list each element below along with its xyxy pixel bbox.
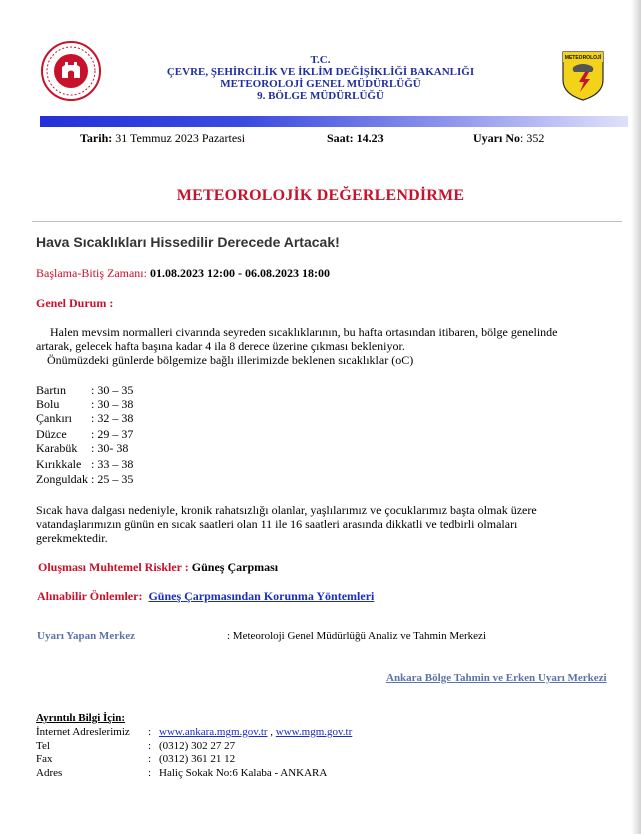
- advice-line2: vatandaşlarımızın günün en sıcak saatleri olan 11 ile 16 saatleri arasında dikkatli ve tedbirli olmaları: [36, 517, 518, 531]
- date-field: Tarih: 31 Temmuz 2023 Pazartesi: [80, 131, 246, 145]
- city-range: : 30- 38: [91, 441, 129, 455]
- general-para1-line2: artarak, gelecek hafta başına kadar 4 ila 8 derece üzerine çıkması bekleniyor.: [36, 339, 405, 353]
- city-name: Bartın: [36, 383, 66, 397]
- time-field: Saat: 14.23: [327, 131, 384, 145]
- city-range: : 33 – 38: [91, 457, 134, 471]
- contact-title: Ayrıntılı Bilgi İçin:: [36, 712, 126, 724]
- website-link-mgm[interactable]: www.mgm.gov.tr: [275, 726, 353, 738]
- city-range: : 30 – 35: [91, 383, 134, 397]
- city-name: Bolu: [36, 397, 60, 411]
- center-label: Uyarı Yapan Merkez: [37, 630, 135, 642]
- measures-link[interactable]: Güneş Çarpmasından Korunma Yöntemleri: [148, 589, 375, 603]
- header-ministry: ÇEVRE, ŞEHİRCİLİK VE İKLİM DEĞİŞİKLİĞİ BAKANLIĞI: [166, 66, 475, 78]
- period-line: Başlama-Bitiş Zamanı: 01.08.2023 12:00 - 06.08.2023 18:00: [36, 266, 330, 280]
- contact-label: Tel: [36, 740, 50, 752]
- city-range: : 29 – 37: [91, 427, 134, 441]
- header-banner: [40, 116, 628, 127]
- contact-sep: :: [148, 753, 152, 765]
- measures-line: Alınabilir Önlemler: Güneş Çarpmasından Korunma Yöntemleri: [37, 589, 375, 603]
- city-name: Kırıkkale: [36, 457, 82, 471]
- document-title: METEOROLOJİK DEĞERLENDİRME: [176, 187, 465, 204]
- meteorology-logo-text: METEOROLOJİ: [564, 55, 602, 61]
- general-label: Genel Durum :: [36, 296, 114, 310]
- meteorology-logo: [561, 50, 605, 102]
- general-para1-line1: Halen mevsim normalleri civarında seyreden sıcaklıklarının, bu hafta ortasından itibaren, bölge genelinde: [50, 325, 558, 339]
- header-tc: T.C.: [310, 54, 331, 66]
- contact-sep: :: [148, 726, 152, 738]
- city-name: Düzce: [36, 427, 67, 441]
- risks-line: Oluşması Muhtemel Riskler : Güneş Çarpması: [38, 560, 279, 574]
- page-edge-shadow: [631, 0, 641, 834]
- city-name: Karabük: [36, 441, 78, 455]
- city-range: : 25 – 35: [91, 472, 134, 486]
- contact-label: İnternet Adreslerimiz: [36, 726, 130, 738]
- contact-label: Adres: [36, 767, 63, 779]
- contact-fax: (0312) 361 21 12: [159, 753, 236, 765]
- website-link-ankara[interactable]: www.ankara.mgm.gov.tr: [159, 726, 268, 738]
- header-region: 9. BÖLGE MÜDÜRLÜĞÜ: [257, 90, 384, 102]
- contact-sep: :: [148, 767, 152, 779]
- advice-line3: gerekmektedir.: [36, 531, 108, 545]
- contact-phone: (0312) 302 27 27: [159, 740, 236, 752]
- advice-line1: Sıcak hava dalgası nedeniyle, kronik rahatsızlığı olanlar, yaşlılarımız ve çocuklarımız başta olmak üzere: [36, 503, 537, 517]
- general-para2: Önümüzdeki günlerde bölgemize bağlı illerimizde beklenen sıcaklıklar (oC): [47, 353, 414, 367]
- contact-sep: :: [148, 740, 152, 752]
- header-directorate: METEOROLOJİ GENEL MÜDÜRLÜĞÜ: [220, 78, 421, 90]
- title-divider: [32, 221, 622, 222]
- city-name: Çankırı: [36, 411, 72, 425]
- regional-center-link[interactable]: Ankara Bölge Tahmin ve Erken Uyarı Merkezi: [386, 672, 607, 684]
- contact-address: Haliç Sokak No:6 Kalaba - ANKARA: [159, 767, 328, 779]
- city-name: Zonguldak: [36, 472, 88, 486]
- warning-number-field: Uyarı No: 352: [473, 131, 545, 145]
- center-value: : Meteoroloji Genel Müdürlüğü Analiz ve Tahmin Merkezi: [227, 630, 486, 642]
- city-range: : 30 – 38: [91, 397, 134, 411]
- city-range: : 32 – 38: [91, 411, 134, 425]
- contact-websites: www.ankara.mgm.gov.tr , www.mgm.gov.tr: [159, 726, 353, 738]
- headline: Hava Sıcaklıkları Hissedilir Derecede Artacak!: [36, 234, 340, 250]
- contact-label: Fax: [36, 753, 53, 765]
